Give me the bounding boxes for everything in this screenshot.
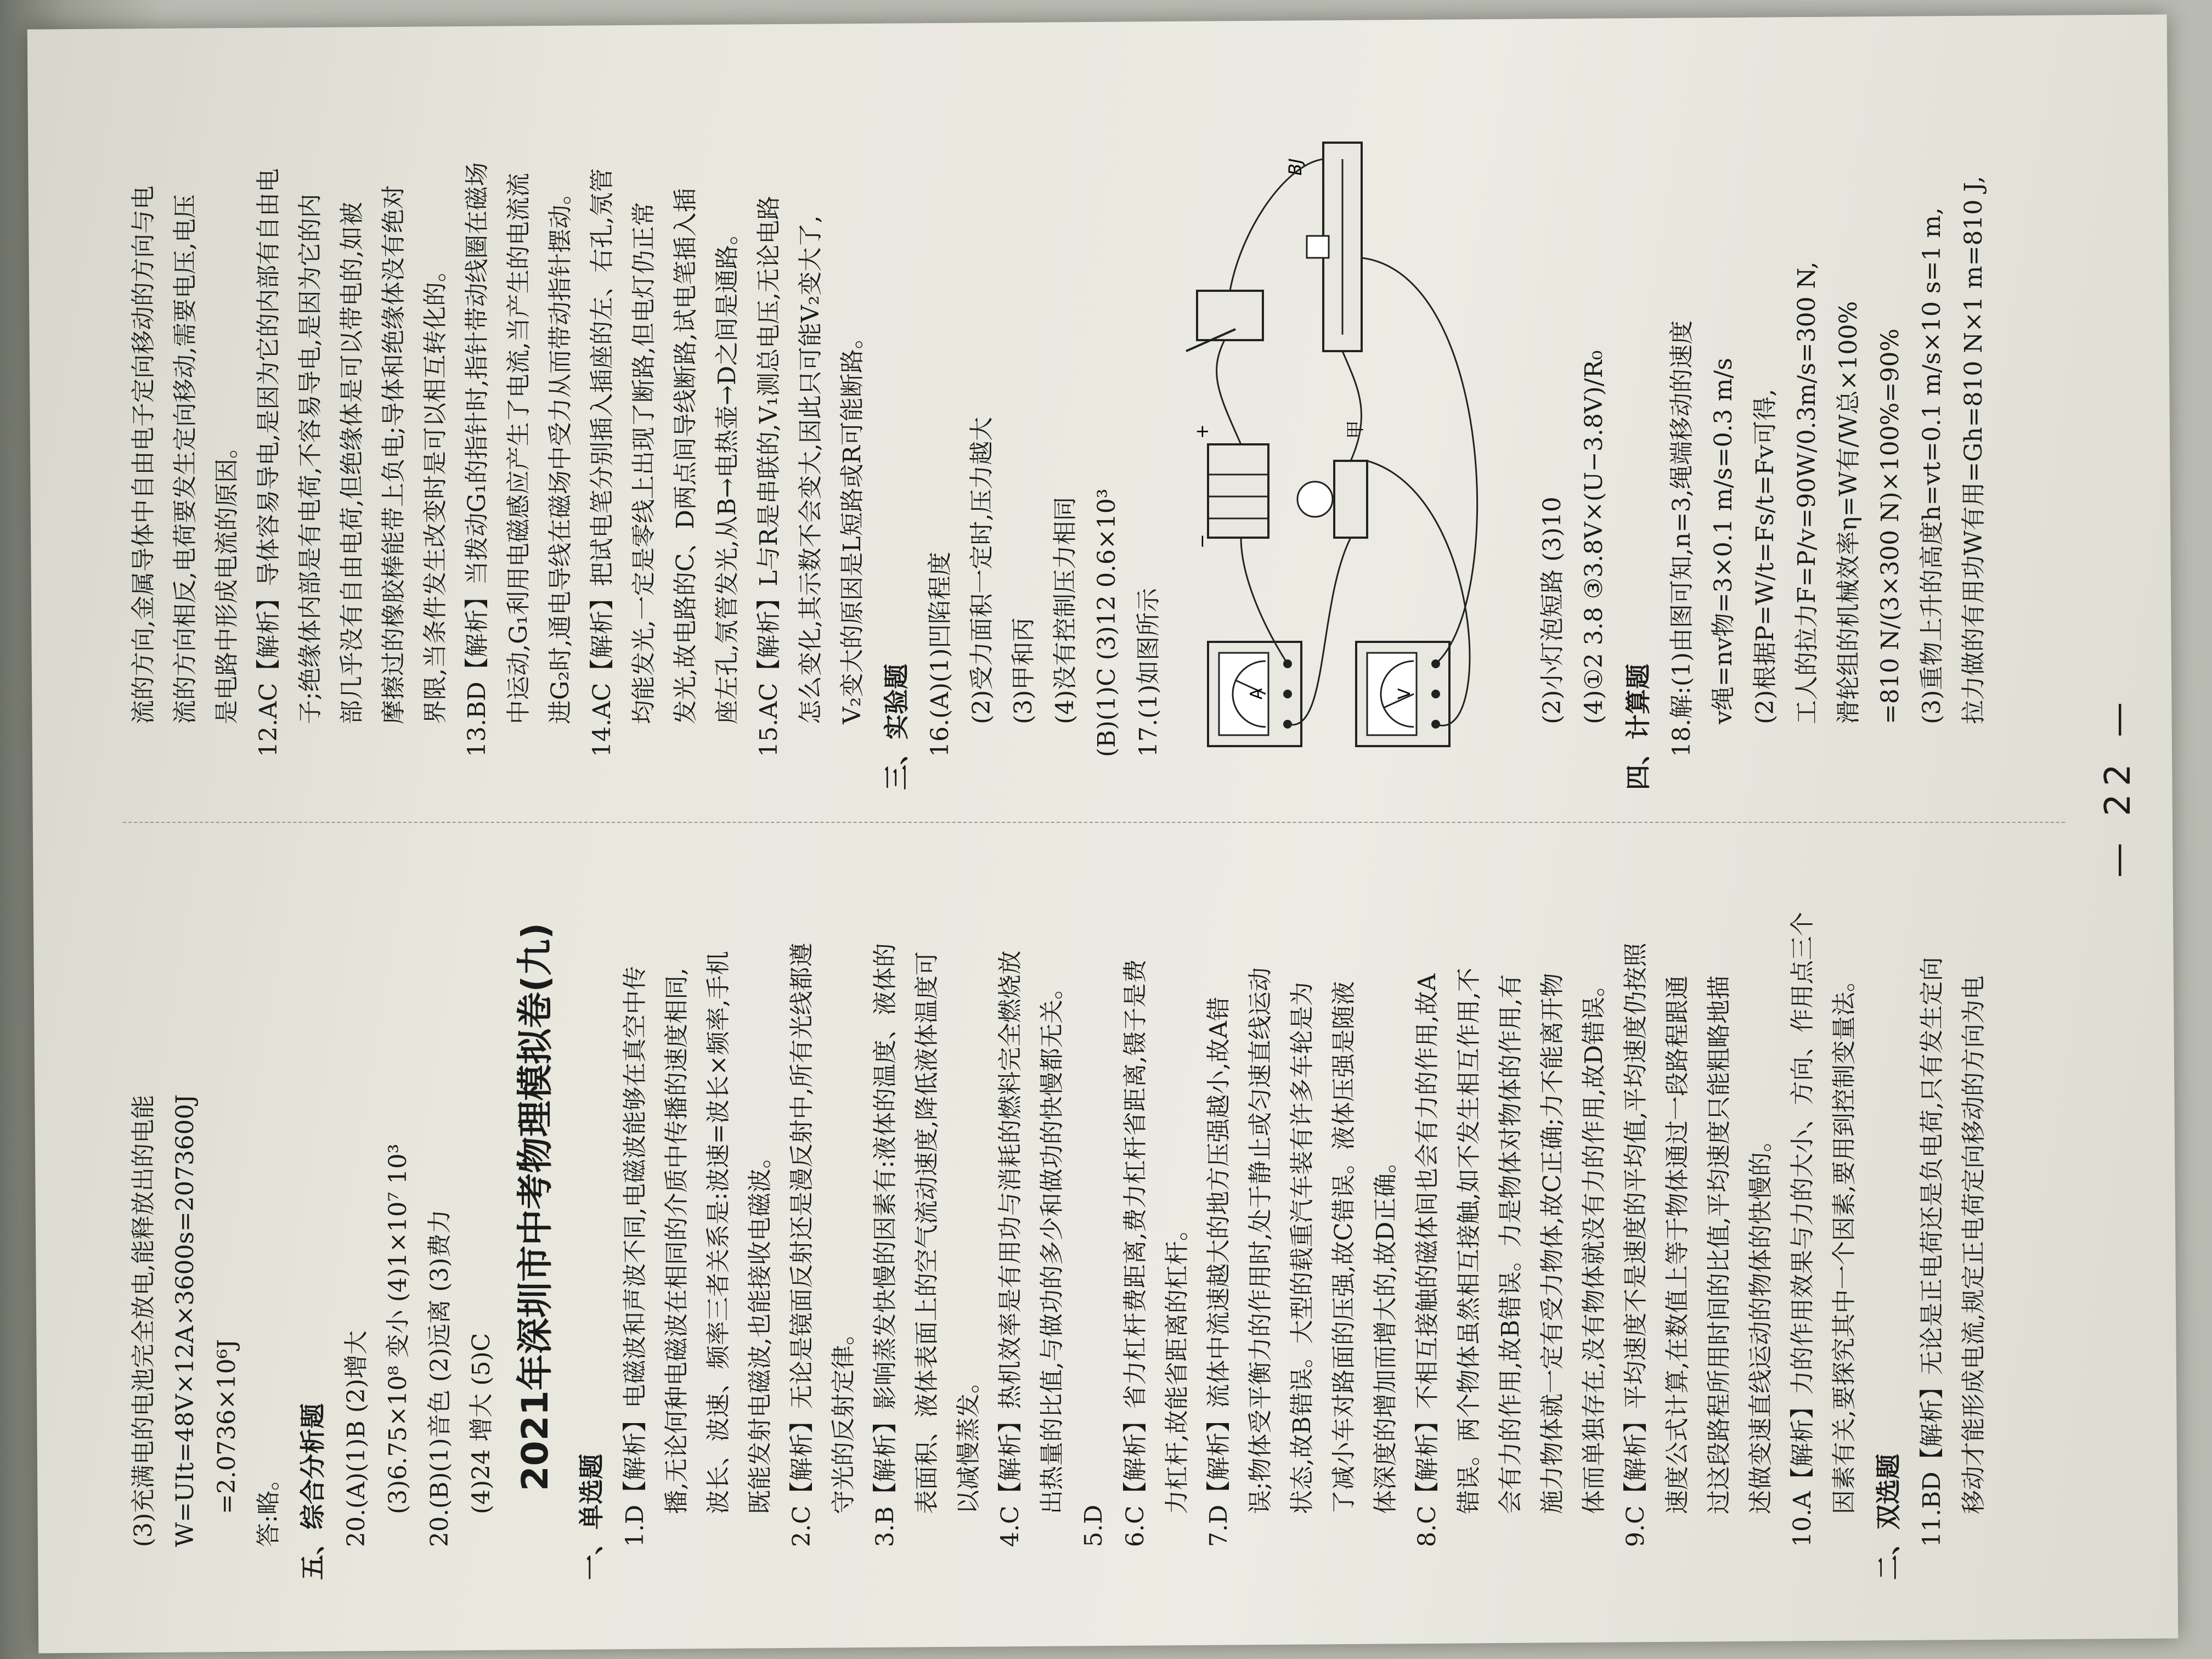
- text-line: =810 N/(3×300 N)×100%=90%: [1876, 328, 1904, 724]
- section-heading: 一、单选题: [577, 1454, 606, 1580]
- text-line: 流的方向,金属导体中自由电子定向移动的方向与电: [129, 185, 157, 724]
- switch-icon: [1186, 291, 1263, 351]
- text-line: 施力物体就一定有受力物体,故C正确;力不能离开物: [1538, 973, 1566, 1514]
- left-column: [123, 834, 1995, 1580]
- text-line: 以减慢蒸发。: [955, 1369, 983, 1514]
- text-line: (2)小灯泡短路 (3)10: [1538, 496, 1566, 724]
- text-line: (B)(1)C (3)12 0.6×10³: [1093, 488, 1121, 757]
- text-line: 8.C【解析】不相互接触的磁体间也会有力的作用,故A: [1413, 973, 1441, 1547]
- text-line: 力杠杆,故能省距离的杠杆。: [1163, 1217, 1191, 1514]
- text-line: 5.D: [1080, 1504, 1108, 1547]
- text-line: 速度公式计算,在数值上等于物体通过一段路程跟通: [1663, 975, 1691, 1514]
- text-line: 发光,故电路的C、D两点间导线断路,试电笔插入插: [672, 188, 699, 724]
- answer-page: [35, 0, 2175, 1646]
- text-line: 17.(1)如图所示: [1135, 588, 1163, 757]
- text-line: 守光的反射定律。: [830, 1321, 857, 1514]
- text-line: 座左孔,氖管发光,从B→电热壶→D之间是通路。: [713, 221, 741, 724]
- text-line: 界限,当条件发生改变时是可以相互转化的。: [421, 258, 449, 724]
- text-line: (4)24 增大 (5)C: [467, 1333, 495, 1514]
- text-line: 因素有关,要探究其中一个因素,要用到控制变量法。: [1830, 968, 1858, 1514]
- text-line: 了减小车对路面的压强,故C错误。液体压强是随液: [1330, 981, 1358, 1514]
- text-line: 是电路中形成电流的原因。: [213, 435, 241, 724]
- text-line: (2)受力面积一定时,压力越大: [968, 416, 996, 724]
- text-line: 1.D【解析】电磁波和声波不同,电磁波能够在真空中传: [621, 966, 649, 1547]
- text-line: 出热量的比值,与做功的多少和做功的快慢都无关。: [1038, 975, 1066, 1514]
- column-divider: [123, 822, 2065, 823]
- text-line: 表面积、液体表面上的空气流动速度,降低液体温度可: [913, 951, 941, 1514]
- text-line: 13.BD【解析】当拨动G₁的指针时,指针带动线圈在磁场: [463, 162, 491, 757]
- text-line: 摩擦过的橡胶棒能带上负电;导体和绝缘体没有绝对: [380, 185, 408, 724]
- page-title: 2021年深圳市中考物理模拟卷(九): [514, 922, 556, 1492]
- text-line: 流的方向相反,电荷要发生定向移动,需要电压,电压: [171, 194, 199, 724]
- text-line: W=UIt=48V×12A×3600s=2073600J: [171, 1094, 199, 1547]
- text-line: 体深度的增加而增大的,故D正确。: [1372, 1149, 1400, 1514]
- text-line: 中运动,G₁利用电磁感应产生了电流,当产生的电流流: [505, 173, 533, 724]
- text-line: 误;物体受平衡力的作用时,处于静止或匀速直线运动: [1246, 967, 1274, 1514]
- text-line: (2)根据P=W/t=Fs/t=Fv可得,: [1751, 388, 1779, 724]
- text-line: 4.C【解析】热机效率是有用功与消耗的燃料完全燃烧放: [996, 950, 1024, 1547]
- text-line: 移动才能形成电流,规定正电荷定向移动的方向为电: [1960, 975, 1988, 1514]
- text-line: 20.(A)(1)B (2)增大: [342, 1330, 370, 1547]
- page-number: — 22 —: [2098, 694, 2138, 878]
- text-line: (3)6.75×10⁸ 变小 (4)1×10⁷ 10³: [384, 1143, 412, 1514]
- rheostat-icon: [1285, 143, 1362, 351]
- text-line: 子;绝缘体内部是有电荷,不容易导电,是因为它的内: [296, 194, 324, 724]
- section-heading: 二、双选题: [1874, 1454, 1903, 1580]
- rheostat-label: BJ: [1285, 158, 1306, 176]
- text-line: 滑轮组的机械效率η=W有/W总×100%: [1835, 301, 1863, 724]
- text-line: 播,无论何种电磁波在相同的介质中传播的速度相同,: [663, 968, 691, 1514]
- text-line: 18.解:(1)由图可知,n=3,绳端移动的速度: [1668, 320, 1696, 757]
- section-heading: 四、计算题: [1623, 664, 1653, 790]
- text-line: 9.C【解析】平均速度不是速度的平均值,平均速度仍按照: [1622, 943, 1650, 1547]
- text-line: 怎么变化,其示数不会变大,因此只可能V₂变大了,: [797, 215, 825, 724]
- battery-plus: +: [1192, 424, 1212, 439]
- lamp-icon: [1297, 420, 1367, 538]
- text-line: 答:略。: [255, 1466, 283, 1547]
- text-line: 错误。两个物体虽然相互接触,如不发生相互作用,不: [1455, 968, 1483, 1514]
- text-line: 16.(A)(1)凹陷程度: [926, 551, 954, 757]
- text-line: 14.AC【解析】把试电笔分别插入插座的左、右孔,氖管: [588, 168, 616, 757]
- text-line: 过这段路程所用时间的比值,平均速度只能粗略地描: [1705, 975, 1733, 1514]
- text-line: 2.C【解析】无论是镜面反射还是漫反射中,所有光线都遵: [788, 943, 816, 1547]
- text-line: (4)①2 3.8 ③3.8V×(U−3.8V)/R₀: [1580, 350, 1608, 724]
- text-line: 15.AC【解析】L与R是串联的,V₁测总电压,无论电路: [755, 195, 783, 757]
- text-line: (3)充满电的电池完全放电,能释放出的电能: [129, 1094, 157, 1547]
- circuit-diagram: [1175, 110, 1526, 768]
- text-line: V₂变大的原因是L短路或R可能断路。: [838, 325, 866, 724]
- section-heading: 五、综合分析题: [298, 1403, 328, 1580]
- text-line: (3)甲和丙: [1009, 617, 1037, 724]
- ammeter-label: A: [1247, 688, 1266, 699]
- text-line: 3.B【解析】影响蒸发快慢的因素有:液体的温度、液体的: [871, 943, 899, 1547]
- section-heading: 三、实验题: [882, 664, 911, 790]
- battery-minus: −: [1192, 534, 1212, 549]
- figure-label-jia: 甲: [1345, 420, 1367, 439]
- right-column-top: [123, 44, 1170, 790]
- text-line: 进G₂时,通电导线在磁场中受力从而带动指针摆动。: [546, 180, 574, 724]
- text-line: 12.AC【解析】导体容易导电,是因为它的内部有自由电: [255, 168, 283, 757]
- text-line: v绳=nv物=3×0.1 m/s=0.3 m/s: [1709, 358, 1737, 724]
- text-line: 10.A【解析】力的作用效果与力的大小、方向、作用点三个: [1788, 912, 1816, 1547]
- text-line: 体而单独存在,没有物体就没有力的作用,故D错误。: [1580, 972, 1608, 1514]
- text-line: 6.C【解析】省力杠杆费距离,费力杠杆省距离,镊子是费: [1121, 959, 1149, 1547]
- text-line: 20.(B)(1)音色 (2)远离 (3)费力: [426, 1209, 454, 1547]
- right-column: [123, 44, 1995, 790]
- text-line: 工人的拉力F=P/v=90W/0.3m/s=300 N,: [1793, 261, 1821, 724]
- voltmeter-label: V: [1395, 688, 1414, 699]
- ammeter-icon: [1208, 642, 1301, 746]
- text-line: 部几乎没有自由电荷,但绝缘体是可以带电的,如被: [338, 202, 366, 724]
- text-line: 会有力的作用,故B错误。力是物体对物体的作用,有: [1497, 974, 1525, 1514]
- text-line: =2.0736×10⁶J: [213, 1339, 241, 1514]
- text-line: 状态,故B错误。大型的载重汽车装有许多车轮是为: [1288, 981, 1316, 1514]
- right-column-bottom: [1532, 44, 1995, 790]
- text-line: 既能发射电磁波,也能接收电磁波。: [746, 1144, 774, 1514]
- text-line: 均能发光,一定是零线上出现了断路,但电灯仍正常: [630, 202, 658, 724]
- text-line: 拉力做的有用功W有用=Gh=810 N×1 m=810 J,: [1960, 176, 1988, 724]
- text-line: 11.BD【解析】无论是正电荷还是负电荷,只有发生定向: [1918, 957, 1946, 1547]
- text-line: 7.D【解析】流体中流速越大的地方压强越小,故A错: [1205, 996, 1233, 1547]
- text-line: 波长、波速、频率三者关系是:波速=波长×频率,手机: [704, 951, 732, 1514]
- text-line: (4)没有控制压力相同: [1051, 496, 1079, 724]
- text-line: 述做变速直线运动的物体的快慢的。: [1747, 1128, 1775, 1514]
- battery-icon: [1192, 424, 1268, 549]
- voltmeter-icon: [1356, 642, 1449, 746]
- text-line: (3)重物上升的高度h=vt=0.1 m/s×10 s=1 m,: [1918, 207, 1946, 724]
- circuit-figure: [1175, 44, 1526, 768]
